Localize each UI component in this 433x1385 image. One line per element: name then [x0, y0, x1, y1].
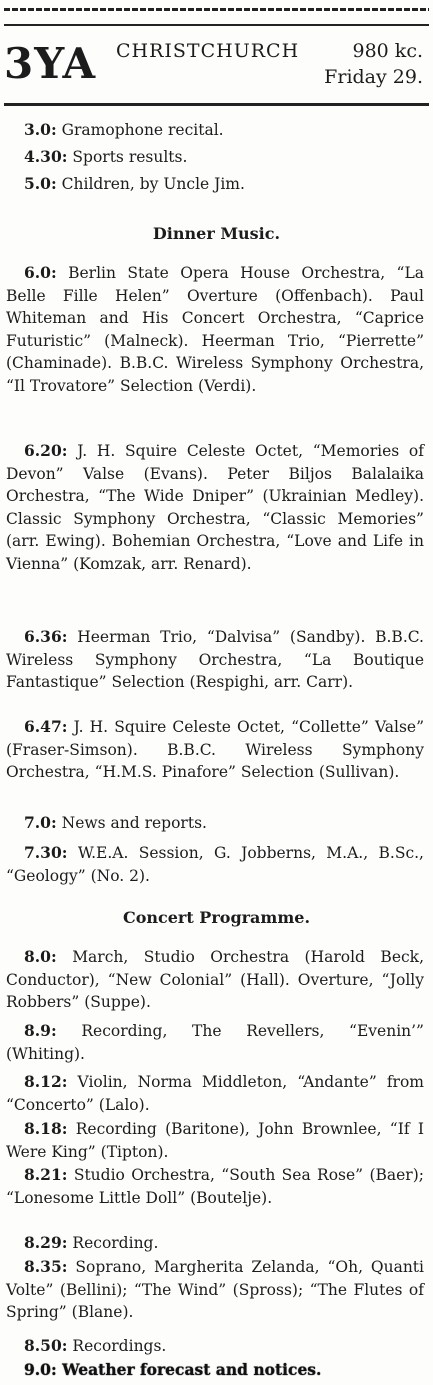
item-time: 4.30:: [24, 147, 68, 166]
list-item: [6, 716, 424, 784]
item-text: Sports results.: [72, 148, 188, 166]
item-text: J. H. Squire Celeste Octet, “Collette” Valse” (Fraser-Simson). B.B.C. Wireless Symphony Orchestra, “H.M.S. Pinafore” Selection (Sullivan).: [6, 718, 424, 781]
item-text: J. H. Squire Celeste Octet, “Memories of Devon” Valse (Evans). Peter Biljos Balalaika Orchestra, “The Wide Dniper” (Ukrainian Medley). Classic Symphony Orchestra, “Classic Memories” (arr. Ewing). Bohemian Orchestra, “Love and Life in Vienna” (Komzak, arr. Renard).: [6, 442, 425, 573]
station-call-sign: 3YA: [4, 39, 97, 88]
list-item: [6, 1359, 424, 1382]
list-item: [6, 1071, 424, 1116]
item-time: 8.9:: [24, 1021, 57, 1040]
list-item: [6, 440, 424, 575]
item-text: Studio Orchestra, “South Sea Rose” (Baer); “Lonesome Little Doll” (Boutelje).: [6, 1166, 424, 1207]
item-time: 8.0:: [24, 947, 57, 966]
station-city: CHRISTCHURCH: [116, 40, 300, 62]
item-text: Heerman Trio, “Dalvisa” (Sandby). B.B.C. Wireless Symphony Orchestra, “La Boutique Fantastique” Selection (Respighi, arr. Carr).: [6, 628, 424, 691]
item-time: 6.36:: [24, 627, 68, 646]
item-time: 8.29:: [24, 1233, 68, 1252]
item-text: W.E.A. Session, G. Jobberns, M.A., B.Sc., “Geology” (No. 2).: [6, 844, 424, 885]
list-item: [6, 946, 424, 1014]
item-time: 6.20:: [24, 441, 68, 460]
list-item: [6, 626, 424, 694]
section-heading-concert: Concert Programme.: [122, 908, 311, 927]
station-header: [4, 34, 429, 98]
item-text: Gramophone recital.: [61, 121, 224, 139]
item-text: March, Studio Orchestra (Harold Beck, Conductor), “New Colonial” (Hall). Overture, “Jolly Robbers” (Suppe).: [6, 948, 424, 1011]
item-time: 8.21:: [24, 1165, 68, 1184]
item-time: 8.18:: [24, 1119, 68, 1138]
list-item: [24, 145, 187, 169]
top-rule: [4, 24, 429, 26]
item-time: 8.12:: [24, 1072, 68, 1091]
item-text: Recording, The Revellers, “Evenin’” (Whiting).: [6, 1022, 424, 1063]
item-time: 7.0:: [24, 813, 57, 832]
item-time: 7.30:: [24, 843, 68, 862]
list-item: [6, 812, 424, 835]
broadcast-day: Friday 29.: [324, 66, 423, 88]
list-item: [6, 1232, 424, 1255]
list-item: [24, 172, 245, 196]
item-time: 8.50:: [24, 1336, 68, 1355]
item-text: Soprano, Margherita Zelanda, “Oh, Quanti Volte” (Bellini); “The Wind” (Spross); “The Flutes of Spring” (Blane).: [6, 1258, 424, 1321]
list-item: [6, 1164, 424, 1209]
item-text: News and reports.: [61, 814, 207, 832]
item-text: Violin, Norma Middleton, “Andante” from “Concerto” (Lalo).: [6, 1073, 424, 1114]
list-item: [6, 1256, 424, 1324]
list-item: [6, 1118, 424, 1163]
header-rule: [4, 103, 429, 106]
item-text: Recording.: [72, 1234, 159, 1252]
item-time: 5.0:: [24, 174, 57, 193]
list-item: [6, 1020, 424, 1065]
item-time: 8.35:: [24, 1257, 68, 1276]
top-dotted-rule: [4, 8, 429, 11]
item-time: 3.0:: [24, 120, 57, 139]
list-item: [6, 1335, 424, 1358]
item-time: 6.0:: [24, 263, 57, 282]
item-text: Weather forecast and notices.: [62, 1360, 322, 1379]
item-text: Recording (Baritone), John Brownlee, “If I Were King” (Tipton).: [6, 1120, 424, 1161]
list-item: [6, 842, 424, 887]
list-item: [24, 118, 224, 142]
list-item: [6, 262, 424, 397]
station-frequency: 980 kc.: [352, 40, 423, 62]
item-time: 9.0:: [24, 1360, 57, 1379]
section-heading-dinner: Dinner Music.: [152, 224, 281, 243]
item-text: Recordings.: [72, 1337, 167, 1355]
item-text: Berlin State Opera House Orchestra, “La Belle Fille Helen” Overture (Offenbach). Paul Whiteman and His Concert Orchestra, “Caprice Futuristic” (Malneck). Heerman Trio, “Pierrette” (Chaminade). B.B.C. Wireless Symphony Orchestra, “Il Trovatore” Selection (Verdi).: [6, 264, 424, 395]
item-time: 6.47:: [24, 717, 68, 736]
item-text: Children, by Uncle Jim.: [61, 175, 245, 193]
